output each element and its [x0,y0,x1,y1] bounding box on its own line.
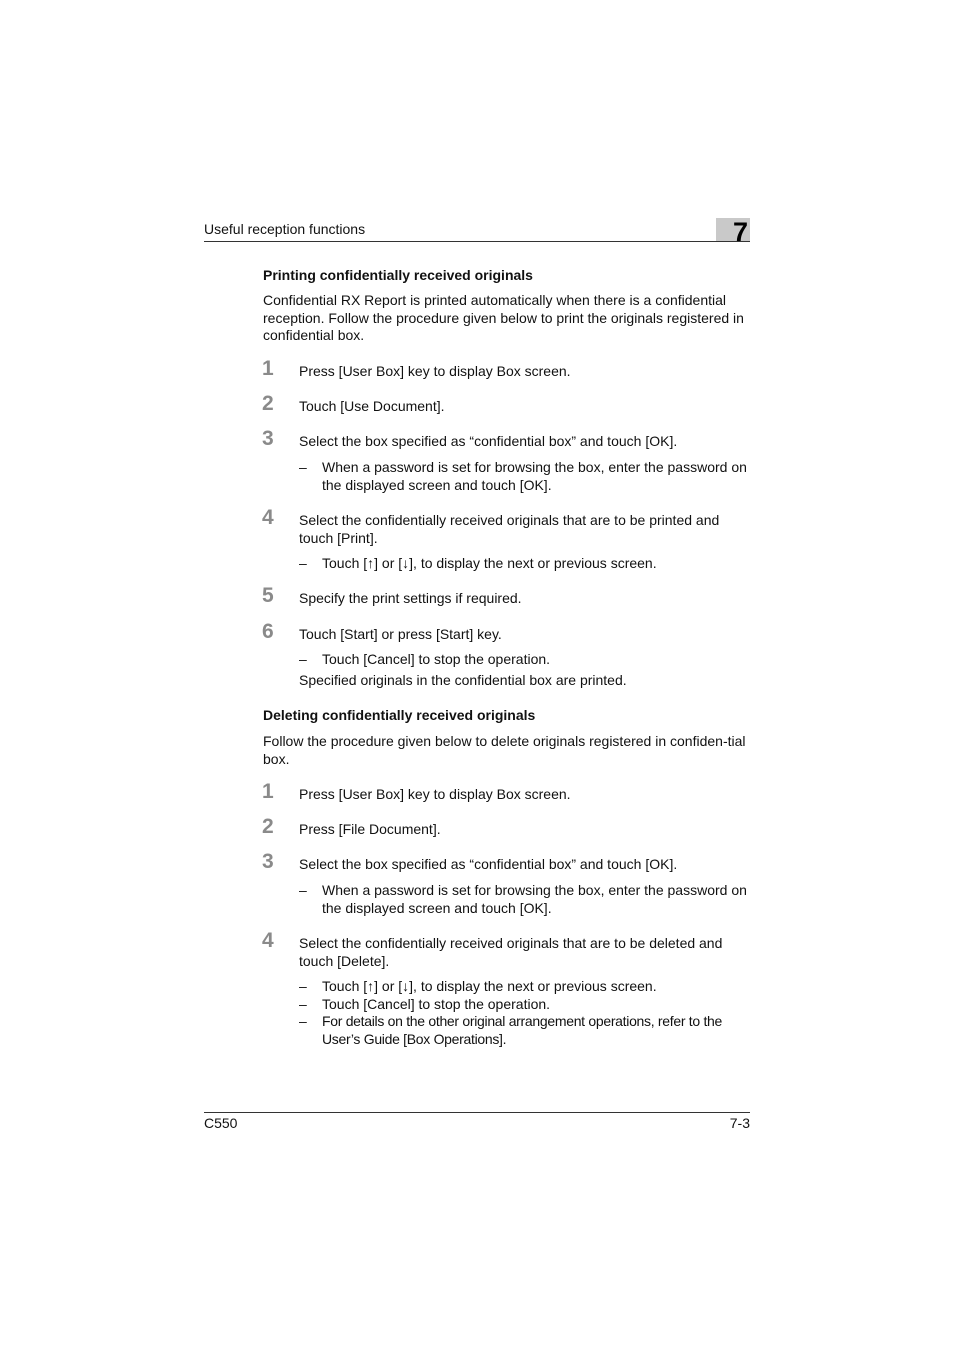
sub-step-text: For details on the other original arrangement operations, refer to the User’s Guide [Box Operations]. [322,1013,723,1047]
bullet-dash: – [299,555,307,571]
step-text: Specify the print settings if required. [299,590,522,606]
running-header: Useful reception functions [204,221,366,237]
step-number: 6 [262,620,274,643]
footer-rule [204,1112,750,1113]
bullet-dash: – [299,996,307,1012]
step-number: 3 [262,427,274,450]
step-number: 3 [262,850,274,873]
step-number: 4 [262,929,274,952]
step-number: 2 [262,815,274,838]
step-text: Select the box specified as “confidential box” and touch [OK]. [299,856,678,872]
sub-step-text: Touch [↑] or [↓], to display the next or previous screen. [322,555,657,571]
chapter-number: 7 [732,217,748,247]
section-heading-deleting: Deleting confidentially received originals [263,707,536,723]
step-text: Press [User Box] key to display Box screen. [299,786,571,802]
bullet-dash: – [299,651,307,667]
step-result: Specified originals in the confidential box are printed. [299,672,627,688]
step-text: Select the confidentially received originals that are to be deleted and touch [Delete]. [299,935,723,969]
sub-step-text: When a password is set for browsing the box, enter the password on the displayed screen and touch [OK]. [322,882,747,916]
page-number: 7-3 [729,1115,750,1131]
step-text: Press [User Box] key to display Box screen. [299,363,571,379]
step-text: Touch [Start] or press [Start] key. [299,626,502,642]
section-intro-printing: Confidential RX Report is printed automatically when there is a confidential reception. Follow the procedure given below to print the originals registered in confidential box. [263,292,744,343]
step-text: Select the box specified as “confidential box” and touch [OK]. [299,433,678,449]
footer-model: C550 [204,1115,238,1131]
section-heading-printing: Printing confidentially received originals [263,267,533,283]
bullet-dash: – [299,882,307,898]
step-text: Select the confidentially received originals that are to be printed and touch [Print]. [299,512,720,546]
sub-step-text: When a password is set for browsing the box, enter the password on the displayed screen and touch [OK]. [322,459,747,493]
sub-step-text: Touch [↑] or [↓], to display the next or previous screen. [322,978,657,994]
header-rule [204,241,750,242]
sub-step-text: Touch [Cancel] to stop the operation. [322,651,551,667]
step-text: Touch [Use Document]. [299,398,445,414]
step-number: 4 [262,506,274,529]
step-text: Press [File Document]. [299,821,441,837]
step-number: 5 [262,584,274,607]
section-intro-deleting: Follow the procedure given below to delete originals registered in confiden-tial box. [263,733,746,767]
step-number: 1 [262,357,274,380]
step-number: 1 [262,780,274,803]
bullet-dash: – [299,978,307,994]
bullet-dash: – [299,459,307,475]
bullet-dash: – [299,1013,307,1029]
step-number: 2 [262,392,274,415]
sub-step-text: Touch [Cancel] to stop the operation. [322,996,551,1012]
chapter-tab [716,217,750,247]
